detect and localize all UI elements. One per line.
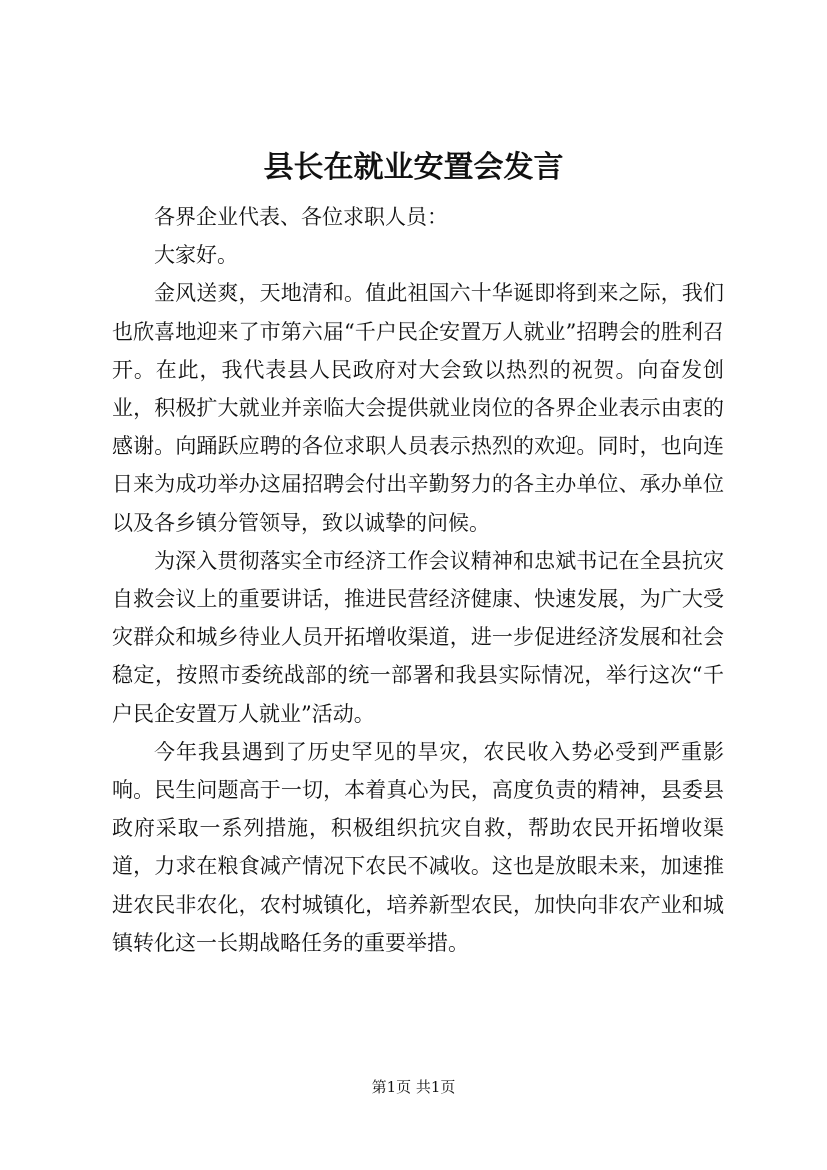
document-title: 县长在就业安置会发言	[263, 150, 564, 185]
page-footer: 第1页 共1页	[371, 1078, 456, 1096]
greeting: 大家好。	[154, 243, 238, 268]
paragraph: 金风送爽，天地清和。值此祖国六十华诞即将到来之际，我们也欣喜地迎来了市第六届“千户民企安置万人就业”招聘会的胜利召开。在此，我代表县人民政府对大会致以热烈的祝贺。向奋发创业，积极扩大就业并亲临大会提供就业岗位的各界企业表示由衷的感谢。向踊跃应聘的各位求职人员表示热烈的欢迎。同时，也向连日来为成功举办这届招聘会付出辛勤努力的各主办单位、承办单位以及各乡镇分管领导，致以诚挚的问候。	[112, 281, 724, 535]
paragraph: 为深入贯彻落实全市经济工作会议精神和忠斌书记在全县抗灾自救会议上的重要讲话，推进民营经济健康、快速发展，为广大受灾群众和城乡待业人员开拓增收渠道，进一步促进经济发展和社会稳定，按照市委统战部的统一部署和我县实际情况，举行这次“千户民企安置万人就业”活动。	[112, 548, 724, 726]
salutation: 各界企业代表、各位求职人员：	[154, 205, 448, 229]
document-body	[112, 198, 724, 962]
paragraph: 今年我县遇到了历史罕见的旱灾，农民收入势必受到严重影响。民生问题高于一切，本着真心为民，高度负责的精神，县委县政府采取一系列措施，积极组织抗灾自救，帮助农民开拓增收渠道，力求在粮食减产情况下农民不减收。这也是放眼未来，加速推进农民非农化，农村城镇化，培养新型农民，加快向非农产业和城镇转化这一长期战略任务的重要举措。	[112, 739, 724, 955]
